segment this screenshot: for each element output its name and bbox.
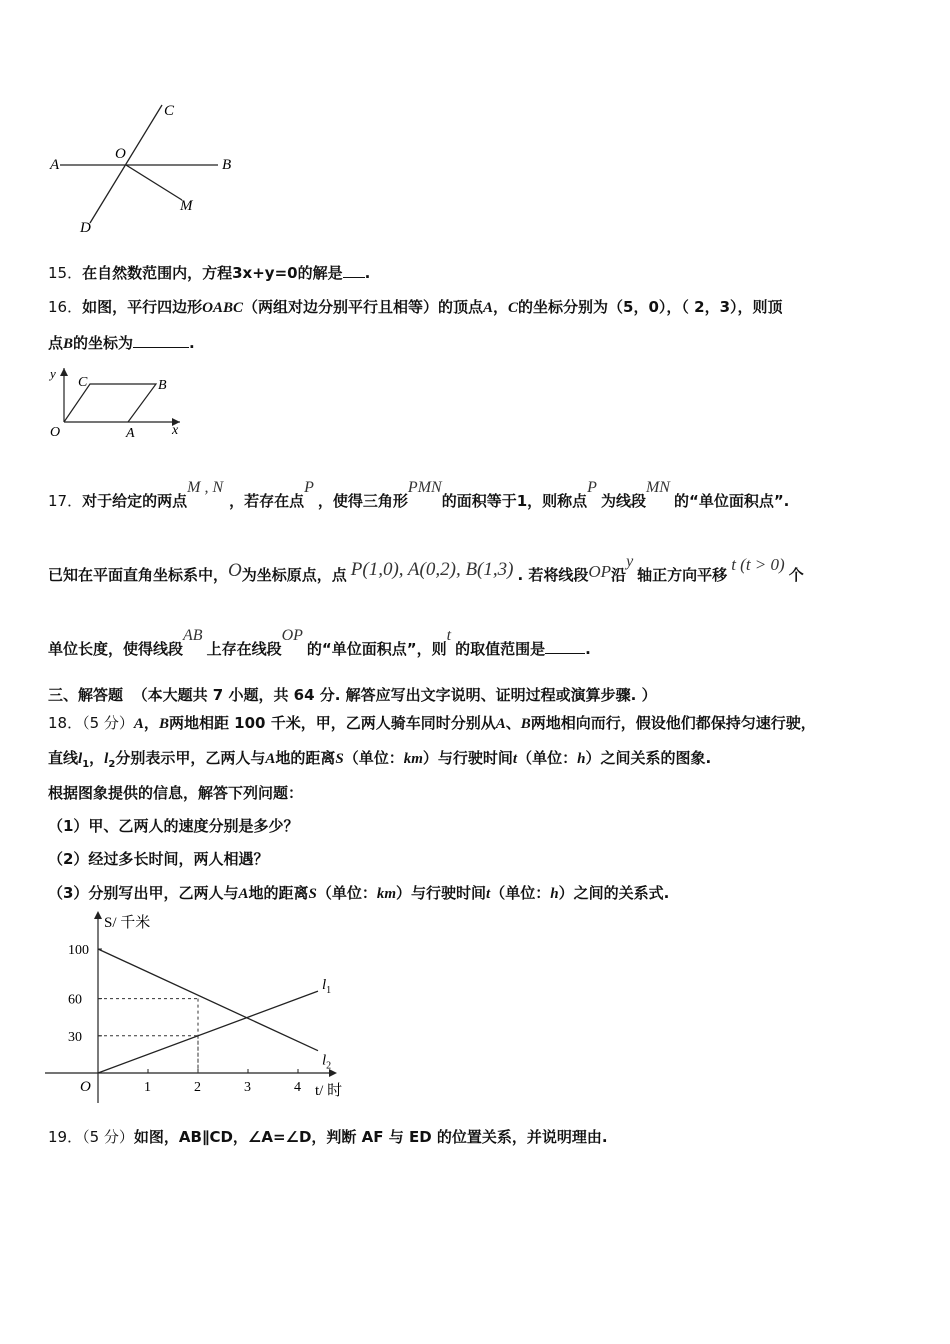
distance-time-chart: [40, 905, 380, 1110]
question-18-line2: 直线$l_1$，$l_2$分别表示甲，乙两人与A地的距离S（单位：km）与行驶时间t（单位：h）之间关系的图象.: [48, 749, 712, 770]
figure-parallelogram: [40, 362, 200, 444]
label-B: B: [158, 378, 167, 393]
question-18-part1: （1）甲、乙两人的速度分别是多少？: [48, 817, 299, 835]
y-axis-label: S/ 千米: [104, 915, 151, 931]
question-16-line2: 点B的坐标为 .: [48, 334, 195, 352]
label-A: A: [126, 426, 135, 441]
label-O: O: [50, 425, 61, 440]
series-label-l1: $l_1$: [322, 977, 332, 997]
y-tick-label: 30: [68, 1029, 82, 1045]
x-tick-label: 3: [244, 1080, 251, 1095]
question-15: 15．在自然数范围内，方程3x+y=0的解是 .: [48, 264, 371, 282]
y-axis-arrow: [94, 911, 102, 919]
question-17-line2: 已知在平面直角坐标系中，O为坐标原点，点 P(1,0), A(0,2), B(1,3) . 若将线段OP沿y轴正方向平移t (t > 0)个: [48, 553, 804, 584]
figure-intersecting-lines: [40, 95, 250, 240]
label-D: D: [80, 220, 91, 236]
axis-x-label: x: [172, 423, 179, 438]
question-18-part2: （2）经过多长时间，两人相遇？: [48, 850, 269, 868]
question-16-line1: 16．如图，平行四边形OABC（两组对边分别平行且相等）的顶点A，C的坐标分别为（5，0），（ 2，3），则顶: [48, 298, 783, 316]
x-tick-label: 1: [144, 1080, 151, 1095]
series-line-l1: [98, 991, 318, 1073]
label-C: C: [164, 103, 175, 119]
label-A: A: [50, 157, 60, 173]
series-label-l2: $l_2$: [322, 1052, 332, 1072]
section-3-heading: 三、解答题 （本大题共 7 小题，共 64 分. 解答应写出文字说明、证明过程或演算步骤. ）: [48, 686, 657, 704]
x-tick-label: 2: [194, 1080, 201, 1095]
label-M: M: [180, 198, 193, 214]
x-tick-label: 4: [294, 1080, 301, 1095]
axis-y-label: y: [50, 366, 56, 381]
question-17-line1: 17．对于给定的两点M , N，若存在点P，使得三角形PMN的面积等于1，则称点P为线段MN的“单位面积点”.: [48, 479, 790, 510]
question-18-intro: 根据图象提供的信息，解答下列问题：: [48, 784, 304, 802]
y-tick-label: 60: [68, 992, 82, 1008]
label-B: B: [222, 157, 232, 173]
y-tick-label: 100: [68, 943, 89, 958]
origin-label: O: [80, 1079, 91, 1095]
x-axis-label: t/ 时: [315, 1083, 343, 1099]
label-O: O: [115, 146, 126, 162]
question-19: 19．（5 分）如图，AB∥CD，∠A=∠D，判断 AF 与 ED 的位置关系，并说明理由.: [48, 1128, 608, 1146]
question-18-part3: （3）分别写出甲，乙两人与A地的距离S（单位：km）与行驶时间t（单位：h）之间的关系式.: [48, 884, 670, 902]
question-17-line3: 单位长度，使得线段AB上存在线段OP的“单位面积点”，则t的取值范围是 .: [48, 627, 591, 658]
label-C: C: [78, 375, 88, 390]
question-18-line1: 18．（5 分）A，B两地相距 100 千米，甲，乙两人骑车同时分别从A、B两地相向而行，假设他们都保持匀速行驶，: [48, 714, 816, 732]
